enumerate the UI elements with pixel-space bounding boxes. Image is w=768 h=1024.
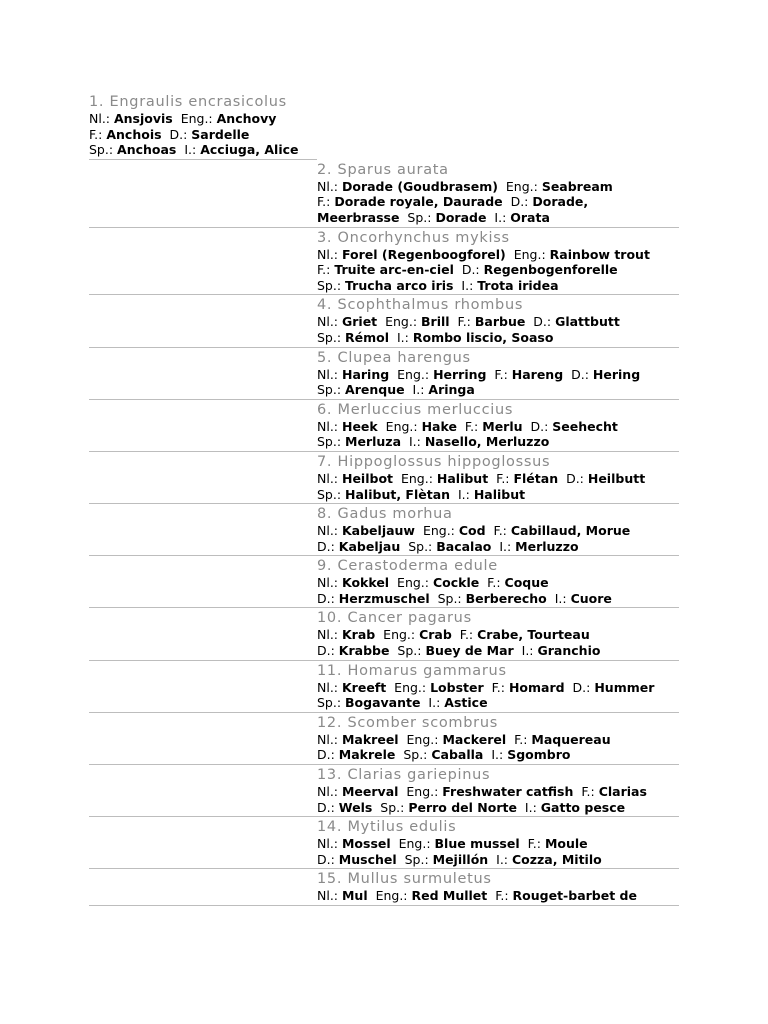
common-name: Hareng <box>511 366 564 382</box>
language-label: D.: <box>571 366 593 382</box>
language-label: D.: <box>461 262 484 278</box>
species-entry-content <box>317 504 679 555</box>
common-name: Rombo liscio, Soaso <box>412 329 554 345</box>
language-label: Nl.: <box>317 246 342 262</box>
species-entry <box>89 869 679 906</box>
species-entry-content <box>317 452 679 503</box>
species-names-line <box>317 367 679 383</box>
language-label: F.: <box>494 366 512 382</box>
language-label: F.: <box>527 836 545 852</box>
common-name: Mul <box>341 888 368 904</box>
common-name: Homard <box>508 679 565 695</box>
species-names-line <box>317 179 679 195</box>
language-label: I.: <box>496 851 512 867</box>
language-label: D.: <box>530 418 553 434</box>
species-title: 10. Cancer pagarus <box>317 610 472 627</box>
species-title: 12. Scomber scombrus <box>317 714 498 731</box>
species-names-line <box>317 262 679 278</box>
common-name: Mackerel <box>442 731 507 747</box>
common-name: Merlu <box>482 418 523 434</box>
common-name: Anchois <box>106 126 162 142</box>
language-label: D.: <box>317 799 339 815</box>
species-title: 3. Oncorhynchus mykiss <box>317 229 510 246</box>
species-names-line <box>317 471 679 487</box>
common-name: Wels <box>338 799 373 815</box>
language-label: D.: <box>572 679 595 695</box>
language-label: D.: <box>566 470 588 486</box>
common-name: Merluza <box>345 434 402 450</box>
species-names-line <box>317 382 679 398</box>
language-label: Sp.: <box>317 434 346 450</box>
common-name: Sardelle <box>191 126 250 142</box>
species-names-line <box>317 627 679 643</box>
language-label: I.: <box>491 747 508 763</box>
common-name: Halibut, Flètan <box>345 486 451 502</box>
common-name: Aringa <box>428 382 475 398</box>
common-name: Trucha arco iris <box>345 277 454 293</box>
common-name: Crabe, Tourteau <box>477 627 590 643</box>
language-label: F.: <box>514 731 532 747</box>
language-label: Nl.: <box>317 418 342 434</box>
species-entry <box>89 91 679 160</box>
species-entry-content <box>317 765 679 816</box>
common-name: Cozza, Mitilo <box>512 851 602 867</box>
language-label: D.: <box>317 747 339 763</box>
language-label: Eng.: <box>385 314 422 330</box>
common-name: Krab <box>341 627 376 643</box>
language-label: Nl.: <box>317 178 342 194</box>
species-names-line <box>317 487 679 503</box>
species-names-line <box>317 575 679 591</box>
common-name: Hake <box>421 418 457 434</box>
common-name: Maquereau <box>531 731 611 747</box>
common-name: Herring <box>433 366 487 382</box>
language-label: Sp.: <box>89 142 118 158</box>
common-name: Barbue <box>474 314 526 330</box>
language-label: Sp.: <box>408 538 437 554</box>
common-name: Astice <box>444 695 488 711</box>
language-label: Eng.: <box>397 575 433 591</box>
species-entry <box>89 713 679 765</box>
species-title: 7. Hippoglossus hippoglossus <box>317 453 551 470</box>
language-label: F.: <box>581 784 599 800</box>
species-title: 15. Mullus surmuletus <box>317 871 492 888</box>
language-label: Eng.: <box>180 111 217 126</box>
language-label: Eng.: <box>406 731 443 747</box>
species-names-line <box>317 210 679 226</box>
species-title: 1. Engraulis encrasicolus <box>89 94 287 110</box>
common-name: Merluzzo <box>515 538 579 554</box>
species-entry-content <box>317 713 679 764</box>
common-name: Rouget-barbet de <box>512 888 637 904</box>
language-label: Eng.: <box>398 836 435 852</box>
language-label: Sp.: <box>403 747 432 763</box>
species-title: 9. Cerastoderma edule <box>317 558 498 575</box>
common-name: Herzmuschel <box>338 590 430 606</box>
language-label: Eng.: <box>400 470 437 486</box>
language-label: Nl.: <box>317 784 342 800</box>
common-name: Berberecho <box>465 590 547 606</box>
species-names-line <box>317 523 679 539</box>
language-label: I.: <box>499 538 516 554</box>
common-name: Orata <box>510 209 550 225</box>
language-label: I.: <box>554 590 571 606</box>
language-label: Sp.: <box>317 277 346 293</box>
common-name: Kreeft <box>341 679 387 695</box>
species-names-line <box>317 732 679 748</box>
species-title: 5. Clupea harengus <box>317 349 471 366</box>
species-names-line <box>317 695 679 711</box>
common-name: Muschel <box>338 851 397 867</box>
language-label: I.: <box>457 486 474 502</box>
language-label: F.: <box>487 575 505 591</box>
species-title: 6. Merluccius merluccius <box>317 401 514 418</box>
species-names-line <box>317 852 679 868</box>
language-label: I.: <box>412 382 429 398</box>
common-name: Anchoas <box>117 142 177 158</box>
language-label: D.: <box>510 194 533 210</box>
species-entry <box>89 556 679 608</box>
language-label: Sp.: <box>317 329 346 345</box>
species-entry <box>89 817 679 869</box>
language-label: F.: <box>464 418 483 434</box>
language-label: Nl.: <box>317 627 342 643</box>
language-label: D.: <box>317 538 339 554</box>
common-name: Rainbow trout <box>549 246 650 262</box>
common-name: Cod <box>458 523 486 539</box>
language-label: I.: <box>428 695 445 711</box>
language-label: Nl.: <box>317 470 342 486</box>
common-name: Perro del Norte <box>408 799 517 815</box>
common-name: Hering <box>592 366 641 382</box>
language-label: Sp.: <box>437 590 466 606</box>
language-label: I.: <box>521 643 538 659</box>
species-names-line <box>89 142 314 158</box>
common-name: Heilbot <box>341 470 394 486</box>
language-label: I.: <box>461 277 478 293</box>
common-name: Flétan <box>513 470 559 486</box>
species-names-line <box>317 888 679 904</box>
species-names-line <box>89 127 314 143</box>
language-label: F.: <box>496 470 514 486</box>
language-label: I.: <box>524 799 541 815</box>
common-name: Coque <box>504 575 549 591</box>
common-name: Clarias <box>598 784 647 800</box>
species-title: 11. Homarus gammarus <box>317 662 507 679</box>
common-name: Red Mullet <box>411 888 488 904</box>
common-name: Forel (Regenboogforel) <box>341 246 506 262</box>
common-name: Halibut <box>473 486 526 502</box>
species-names-line <box>317 591 679 607</box>
language-label: Eng.: <box>394 679 431 695</box>
species-entry-content <box>89 91 314 160</box>
common-name: Mossel <box>341 836 391 852</box>
species-names-line <box>317 434 679 450</box>
common-name: Freshwater catfish <box>442 784 574 800</box>
language-label: Eng.: <box>513 246 550 262</box>
language-label: F.: <box>459 627 478 643</box>
species-entry <box>89 608 679 660</box>
species-names-line <box>317 800 679 816</box>
common-name: Haring <box>341 366 390 382</box>
species-entry <box>89 348 679 400</box>
species-entry <box>89 504 679 556</box>
species-title: 14. Mytilus edulis <box>317 819 457 836</box>
species-names-line <box>317 419 679 435</box>
language-label: Sp.: <box>397 643 426 659</box>
language-label: Sp.: <box>317 382 346 398</box>
common-name: Brill <box>421 314 450 330</box>
language-label: F.: <box>317 262 335 278</box>
common-name: Moule <box>544 836 588 852</box>
species-entry <box>89 765 679 817</box>
species-entry <box>89 295 679 347</box>
language-label: Eng.: <box>375 888 412 904</box>
species-names-line <box>317 747 679 763</box>
common-name: Cuore <box>570 590 612 606</box>
common-name: Halibut <box>436 470 489 486</box>
common-name: Dorade <box>435 209 487 225</box>
language-label: I.: <box>184 142 201 158</box>
common-name: Dorade, <box>532 194 589 210</box>
language-label: F.: <box>495 888 513 904</box>
common-name: Sgombro <box>507 747 571 763</box>
species-entry-content <box>317 400 679 451</box>
species-entry <box>89 661 679 713</box>
species-entry-content <box>317 608 679 659</box>
language-label: Nl.: <box>317 575 342 591</box>
common-name: Granchio <box>537 643 601 659</box>
language-label: Eng.: <box>397 366 434 382</box>
species-list <box>89 91 679 906</box>
language-label: Eng.: <box>383 627 420 643</box>
common-name: Krabbe <box>338 643 390 659</box>
language-label: Sp.: <box>407 209 436 225</box>
species-entry-content <box>317 817 679 868</box>
common-name: Kokkel <box>341 575 390 591</box>
species-names-line <box>317 539 679 555</box>
species-names-line <box>317 314 679 330</box>
language-label: Sp.: <box>380 799 409 815</box>
common-name: Caballa <box>431 747 484 763</box>
language-label: Nl.: <box>317 314 342 330</box>
language-label: Sp.: <box>404 851 433 867</box>
species-names-line <box>89 111 314 127</box>
language-label: Sp.: <box>317 486 346 502</box>
common-name: Gatto pesce <box>540 799 626 815</box>
common-name: Griet <box>341 314 378 330</box>
common-name: Heek <box>341 418 378 434</box>
common-name: Blue mussel <box>434 836 520 852</box>
language-label: Eng.: <box>385 418 422 434</box>
common-name: Heilbutt <box>587 470 646 486</box>
species-title: 2. Sparus aurata <box>317 161 449 178</box>
language-label: Nl.: <box>317 888 342 904</box>
language-label: I.: <box>397 329 413 345</box>
common-name: Makrele <box>338 747 396 763</box>
common-name: Glattbutt <box>555 314 620 330</box>
species-names-line <box>317 194 679 210</box>
language-label: I.: <box>408 434 425 450</box>
species-entry <box>89 400 679 452</box>
common-name: Meerval <box>341 784 399 800</box>
species-names-line <box>317 836 679 852</box>
common-name: Bogavante <box>345 695 421 711</box>
language-label: D.: <box>169 126 192 142</box>
language-label: D.: <box>533 314 556 330</box>
language-label: D.: <box>317 590 339 606</box>
common-name: Rémol <box>345 329 390 345</box>
common-name: Dorade (Goudbrasem) <box>341 178 498 194</box>
common-name: Acciuga, Alice <box>200 142 299 158</box>
language-label: D.: <box>317 643 339 659</box>
language-label: F.: <box>317 194 335 210</box>
common-name: Ansjovis <box>113 111 173 126</box>
species-title: 13. Clarias gariepinus <box>317 767 491 784</box>
language-label: F.: <box>89 126 107 142</box>
species-names-line <box>317 247 679 263</box>
common-name: Regenbogenforelle <box>483 262 618 278</box>
common-name: Lobster <box>430 679 484 695</box>
language-label: Nl.: <box>317 523 342 539</box>
common-name: Dorade royale, Daurade <box>334 194 503 210</box>
language-label: Nl.: <box>317 836 342 852</box>
language-label: Nl.: <box>317 366 342 382</box>
common-name: Meerbrasse <box>317 209 400 225</box>
species-entry-content <box>317 556 679 607</box>
species-title: 8. Gadus morhua <box>317 506 453 523</box>
language-label: Nl.: <box>89 111 114 126</box>
language-label: D.: <box>317 851 339 867</box>
common-name: Makreel <box>341 731 399 747</box>
common-name: Anchovy <box>216 111 277 126</box>
common-name: Trota iridea <box>477 277 559 293</box>
species-entry-content <box>317 228 679 295</box>
species-names-line <box>317 330 679 346</box>
common-name: Mejillón <box>432 851 489 867</box>
language-label: Nl.: <box>317 731 342 747</box>
species-names-line <box>317 643 679 659</box>
language-label: Eng.: <box>406 784 443 800</box>
species-entry <box>89 228 679 296</box>
species-entry-content <box>317 160 679 227</box>
common-name: Seabream <box>541 178 613 194</box>
common-name: Cockle <box>432 575 480 591</box>
common-name: Cabillaud, Morue <box>510 523 631 539</box>
common-name: Buey de Mar <box>425 643 514 659</box>
language-label: F.: <box>457 314 475 330</box>
common-name: Arenque <box>345 382 405 398</box>
common-name: Nasello, Merluzzo <box>424 434 550 450</box>
species-names-line <box>317 784 679 800</box>
species-entry-content <box>317 295 679 346</box>
species-names-line <box>317 680 679 696</box>
species-entry-content <box>317 869 679 905</box>
common-name: Crab <box>419 627 452 643</box>
language-label: Eng.: <box>422 523 459 539</box>
species-entry-content <box>317 661 679 712</box>
common-name: Hummer <box>594 679 655 695</box>
language-label: Nl.: <box>317 679 342 695</box>
common-name: Truite arc-en-ciel <box>334 262 454 278</box>
language-label: Sp.: <box>317 695 346 711</box>
species-entry-content <box>317 348 679 399</box>
common-name: Kabeljauw <box>341 523 415 539</box>
species-entry <box>89 452 679 504</box>
language-label: Eng.: <box>505 178 542 194</box>
common-name: Bacalao <box>436 538 492 554</box>
species-title: 4. Scophthalmus rhombus <box>317 297 524 314</box>
species-entry <box>89 160 679 228</box>
common-name: Seehecht <box>552 418 618 434</box>
common-name: Kabeljau <box>338 538 401 554</box>
language-label: I.: <box>494 209 511 225</box>
language-label: F.: <box>493 523 511 539</box>
species-names-line <box>317 278 679 294</box>
language-label: F.: <box>491 679 509 695</box>
